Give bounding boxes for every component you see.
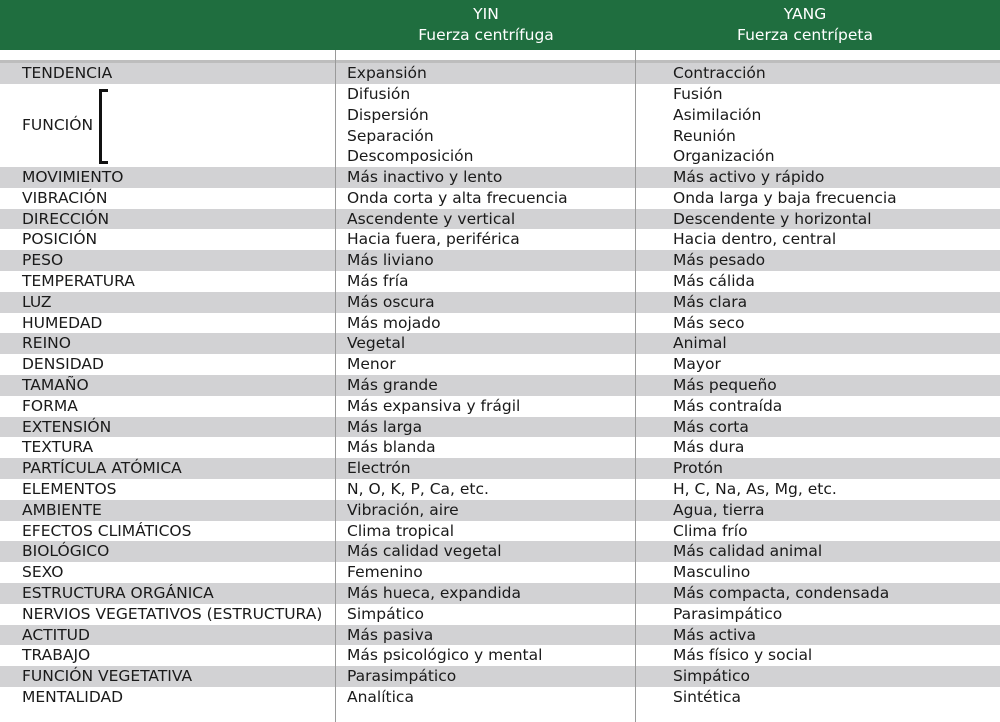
row-yang: Contracción: [673, 64, 766, 82]
row-yang: Mayor: [673, 355, 721, 374]
row-label: EXTENSIÓN: [22, 417, 112, 436]
row-yin: Clima tropical: [347, 521, 455, 540]
row-yin: Más oscura: [347, 292, 435, 311]
row-label: TEXTURA: [22, 438, 94, 457]
row-label: ACTITUD: [22, 625, 90, 644]
column-divider-2: [635, 50, 636, 722]
row-yin: Más pasiva: [347, 625, 434, 644]
row-yang: Más pequeño: [673, 376, 777, 394]
table-header: [0, 0, 1000, 50]
row-yin: Más hueca, expandida: [347, 584, 522, 602]
row-yang: Más calidad animal: [673, 542, 823, 561]
row-yin: Electrón: [347, 459, 411, 478]
table-row: [0, 292, 1000, 313]
header-gap: [0, 50, 1000, 60]
row-yang: Clima frío: [673, 521, 748, 540]
row-label: TRABAJO: [22, 646, 91, 665]
row-yang: Agua, tierra: [673, 500, 765, 519]
table-row: [0, 583, 1000, 604]
table-row: [0, 521, 1000, 542]
row-yang: Más cálida: [673, 272, 755, 290]
row-yin: Más inactivo y lento: [347, 168, 503, 186]
row-label: DIRECCIÓN: [22, 209, 110, 228]
row-yang: H, C, Na, As, Mg, etc.: [673, 480, 837, 498]
row-yin: Más psicológico y mental: [347, 646, 543, 665]
row-yin: Ascendente y vertical: [347, 209, 516, 228]
bracket-icon: [99, 89, 108, 164]
row-yang: Simpático: [673, 667, 750, 686]
list-item: Asimilación: [673, 105, 762, 124]
row-yin: Más expansiva y frágil: [347, 396, 521, 415]
row-label: EFECTOS CLIMÁTICOS: [22, 521, 192, 540]
row-label: DENSIDAD: [22, 355, 104, 374]
row-label: ELEMENTOS: [22, 480, 117, 498]
row-label: LUZ: [22, 292, 52, 311]
row-label: TAMAÑO: [22, 376, 89, 394]
row-label: REINO: [22, 334, 71, 353]
row-label: PARTÍCULA ATÓMICA: [22, 459, 182, 478]
row-yin: Más fría: [347, 272, 409, 290]
yang-title: YANG: [783, 5, 827, 23]
row-label: ESTRUCTURA ORGÁNICA: [22, 584, 214, 602]
row-label: VIBRACIÓN: [22, 188, 108, 207]
list-item: Fusión: [673, 85, 723, 103]
row-yin: Expansión: [347, 64, 427, 82]
row-yin: Onda corta y alta frecuencia: [347, 188, 568, 207]
row-yang: Más activo y rápido: [673, 168, 825, 186]
row-yang: Más pesado: [673, 251, 766, 270]
row-yang: Más corta: [673, 417, 749, 436]
row-yang: Más activa: [673, 625, 756, 644]
row-yang: Parasimpático: [673, 604, 783, 623]
table-row: [0, 604, 1000, 625]
list-item: Separación: [347, 126, 434, 145]
row-yang: Descendente y horizontal: [673, 209, 872, 228]
row-yang: Más contraída: [673, 396, 783, 415]
yang-subtitle: Fuerza centrípeta: [737, 26, 873, 44]
table-row: [0, 458, 1000, 479]
table-row: [0, 209, 1000, 230]
row-yang: Sintética: [673, 688, 741, 706]
table-row: [0, 354, 1000, 375]
row-yang: Más físico y social: [673, 646, 813, 665]
table-row: [0, 666, 1000, 687]
yang-header: [655, 4, 955, 46]
row-yin: N, O, K, P, Ca, etc.: [347, 480, 489, 498]
row-yang: Protón: [673, 459, 723, 478]
yin-subtitle: Fuerza centrífuga: [418, 26, 554, 44]
table-row: [0, 479, 1000, 500]
row-yin: Más liviano: [347, 251, 434, 270]
row-label: POSICIÓN: [22, 230, 98, 249]
row-yin: Vegetal: [347, 334, 406, 353]
table-row: [0, 271, 1000, 292]
list-item: Reunión: [673, 126, 736, 145]
row-label: NERVIOS VEGETATIVOS (ESTRUCTURA): [22, 604, 323, 623]
table-row: [0, 229, 1000, 250]
row-yang: Onda larga y baja frecuencia: [673, 188, 897, 207]
row-yin: Vibración, aire: [347, 500, 459, 519]
row-yang: Más seco: [673, 313, 745, 332]
table-row: [0, 313, 1000, 334]
row-label: HUMEDAD: [22, 313, 103, 332]
row-label: FUNCIÓN VEGETATIVA: [22, 667, 193, 686]
table-row-tendencia: [0, 63, 1000, 84]
table-row: [0, 188, 1000, 209]
row-label: FORMA: [22, 396, 78, 415]
table-row: [0, 333, 1000, 354]
row-label: AMBIENTE: [22, 500, 102, 519]
row-yang: Más clara: [673, 292, 748, 311]
table-row: [0, 250, 1000, 271]
table-row: [0, 500, 1000, 521]
row-label: MENTALIDAD: [22, 688, 124, 706]
table-row: [0, 396, 1000, 417]
table-row: [0, 625, 1000, 646]
column-divider-1: [335, 50, 336, 722]
row-yin: Más grande: [347, 376, 438, 394]
row-label: TEMPERATURA: [22, 272, 135, 290]
list-item: Dispersión: [347, 105, 429, 124]
row-yang: Más compacta, condensada: [673, 584, 890, 602]
table-row: [0, 687, 1000, 708]
row-label: MOVIMIENTO: [22, 168, 124, 186]
yin-title: YIN: [473, 5, 499, 23]
table-row: [0, 437, 1000, 458]
funcion-yin-list: [347, 84, 474, 167]
row-yin: Parasimpático: [347, 667, 457, 686]
row-label: SEXO: [22, 563, 64, 582]
row-yin: Menor: [347, 355, 396, 374]
funcion-yang-list: [673, 84, 775, 167]
row-yin: Simpático: [347, 604, 424, 623]
table-row: [0, 167, 1000, 188]
row-yin: Femenino: [347, 563, 423, 582]
row-yin: Analítica: [347, 688, 414, 706]
table-row: [0, 541, 1000, 562]
funcion-block: [0, 84, 1000, 167]
table-row: [0, 417, 1000, 438]
table-row: [0, 562, 1000, 583]
row-yin: Más mojado: [347, 313, 441, 332]
row-label: PESO: [22, 251, 64, 270]
row-yin: Más larga: [347, 417, 423, 436]
table-row: [0, 645, 1000, 666]
list-item: Organización: [673, 147, 775, 166]
row-yin: Más calidad vegetal: [347, 542, 502, 561]
row-label: BIOLÓGICO: [22, 542, 110, 561]
list-item: Difusión: [347, 85, 411, 103]
row-yang: Animal: [673, 334, 727, 353]
table-row: [0, 375, 1000, 396]
row-label: TENDENCIA: [22, 64, 113, 82]
row-yin: Más blanda: [347, 438, 436, 457]
row-yin: Hacia fuera, periférica: [347, 230, 520, 249]
row-yang: Más dura: [673, 438, 745, 457]
row-yang: Hacia dentro, central: [673, 230, 837, 249]
row-yang: Masculino: [673, 563, 751, 582]
funcion-label: FUNCIÓN: [22, 116, 94, 134]
yin-header: [336, 4, 636, 46]
list-item: Descomposición: [347, 147, 474, 166]
